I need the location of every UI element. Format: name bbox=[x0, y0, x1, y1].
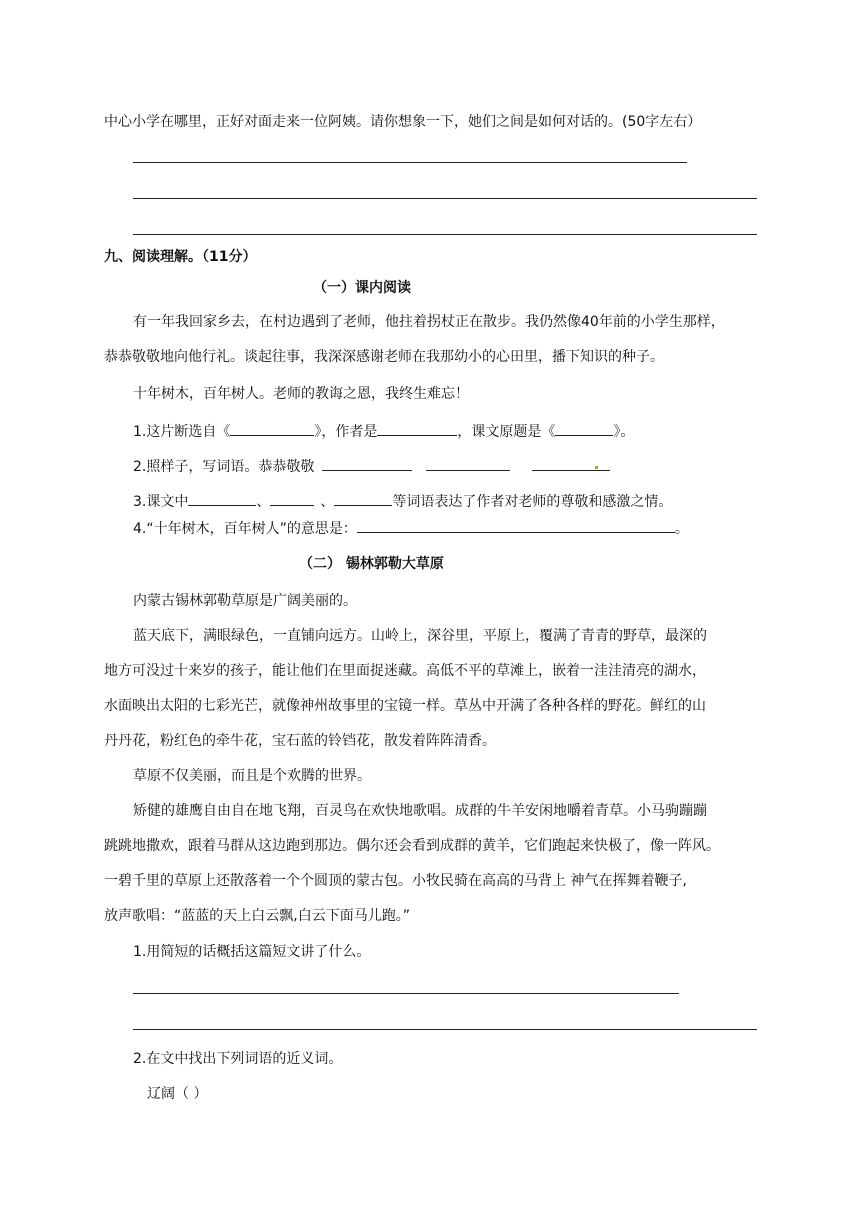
synonym-item[interactable]: 辽阔（ ） bbox=[147, 1086, 208, 1102]
q3-blank-3[interactable] bbox=[334, 491, 392, 506]
answer-line-2[interactable] bbox=[133, 198, 757, 199]
q1-blank-source[interactable] bbox=[230, 421, 314, 436]
part1-heading: （一）课内阅读 bbox=[313, 280, 411, 296]
part2-answer-line-2[interactable] bbox=[133, 1029, 757, 1030]
part2-p2-line1: 蓝天底下，满眼绿色，一直铺向远方。山岭上，深谷里，平原上，覆满了青青的野草，最深的 bbox=[133, 628, 707, 644]
q3-blank-1[interactable] bbox=[188, 491, 256, 506]
part2-heading: （二） 锡林郭勒大草原 bbox=[299, 556, 444, 572]
q4-blank[interactable] bbox=[357, 518, 675, 533]
part2-p4-line2: 跳跳地撒欢，跟着马群从这边跑到那边。偶尔还会看到成群的黄羊，它们跑起来快极了，像一阵风。 bbox=[104, 838, 720, 854]
part2-p2-line2: 地方可没过十来岁的孩子，能让他们在里面捉迷藏。高低不平的草滩上，嵌着一洼洼清亮的湖水， bbox=[104, 663, 706, 679]
q2-blank-1[interactable] bbox=[322, 456, 412, 471]
part2-p4-line3: 一碧千里的草原上还散落着一个个圆顶的蒙古包。小牧民骑在高高的马背上 神气在挥舞着鞭子, bbox=[104, 873, 687, 889]
part2-p2-line4: 丹丹花，粉红色的牵牛花，宝石蓝的铃铛花，散发着阵阵清香。 bbox=[104, 733, 496, 749]
part1-q2: 2.照样子，写词语。恭恭敬敬 bbox=[133, 456, 610, 476]
q1-blank-author[interactable] bbox=[377, 421, 457, 436]
part2-p3: 草原不仅美丽，而且是个欢腾的世界。 bbox=[133, 768, 371, 784]
intro-question: 中心小学在哪里，正好对面走来一位阿姨。请你想象一下，她们之间是如何对话的。(50字左右） bbox=[104, 114, 702, 130]
part1-q4: 4.“十年树木，百年树人”的意思是： 。 bbox=[133, 518, 689, 538]
mark-dot bbox=[595, 466, 598, 469]
part2-q1: 1.用简短的话概括这篇短文讲了什么。 bbox=[133, 944, 371, 960]
answer-line-3[interactable] bbox=[133, 234, 757, 235]
part2-q2: 2.在文中找出下列词语的近义词。 bbox=[133, 1051, 343, 1067]
part2-p4-line4: 放声歌唱：“蓝蓝的天上白云飘,白云下面马儿跑。” bbox=[104, 908, 410, 924]
part1-para1-line1: 有一年我回家乡去，在村边遇到了老师，他拄着拐杖正在散步。我仍然像40年前的小学生那样， bbox=[133, 314, 725, 330]
part2-p1: 内蒙古锡林郭勒草原是广阔美丽的。 bbox=[133, 593, 357, 609]
q2-blank-2[interactable] bbox=[426, 456, 510, 471]
part1-q1: 1.这片断选自《 》，作者是 ，课文原题是《 》。 bbox=[133, 421, 634, 441]
part2-p4-line1: 矫健的雄鹰自由自在地飞翔，百灵鸟在欢快地歌唱。成群的牛羊安闲地嚼着青草。小马驹蹦蹦 bbox=[133, 803, 707, 819]
answer-line-1[interactable] bbox=[133, 162, 687, 163]
part1-para1-line2: 恭恭敬敬地向他行礼。谈起往事，我深深感谢老师在我那幼小的心田里，播下知识的种子。 bbox=[104, 349, 664, 365]
part1-para2: 十年树木，百年树人。老师的教诲之恩，我终生难忘！ bbox=[133, 386, 469, 402]
q1-blank-original-title[interactable] bbox=[555, 421, 613, 436]
q2-blank-3[interactable] bbox=[532, 456, 610, 471]
section-title: 九、阅读理解。（11分） bbox=[104, 249, 257, 265]
q3-blank-2[interactable] bbox=[270, 491, 314, 506]
part2-p2-line3: 水面映出太阳的七彩光芒，就像神州故事里的宝镜一样。草丛中开满了各种各样的野花。鲜红的山 bbox=[104, 698, 706, 714]
part1-q3: 3.课文中 、 、 等词语表达了作者对老师的尊敬和感激之情。 bbox=[133, 491, 672, 511]
part2-answer-line-1[interactable] bbox=[133, 993, 679, 994]
